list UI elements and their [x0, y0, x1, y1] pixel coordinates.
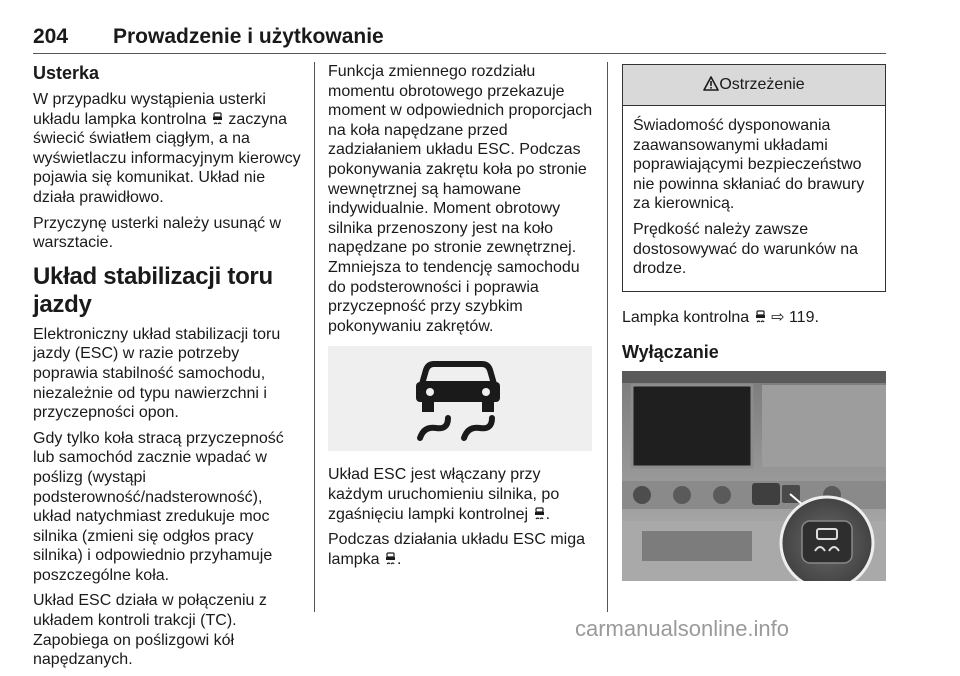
esc-illustration — [328, 346, 592, 451]
paragraph-torque: Funkcja zmiennego rozdziału momentu obrotowego przekazuje moment w odpowiednich proporcjach na koła napędzane przed zadziałaniem układu ESC. Podczas pokonywania zakrętu koła po stronie wewnętrznej są hamowane indywidualnie. Moment obrotowy silnika przenoszony jest na koło napędzane po stronie zewnętrznej. Zmniejsza to tendencję samochodu do podsterowności i poprawia przyczepność przy szybkim pokonywaniu zakrętów. — [328, 63, 593, 335]
watermark: carmanualsonline.info — [575, 616, 790, 641]
paragraph-esc-on — [328, 465, 596, 524]
esc-indicator-icon — [385, 552, 396, 566]
paragraph-fault-text-b: zaczyna świecić światłem ciągłym, a na wyświetlaczu informacyjnym kierowcy pojawia się komunikat. Układ nie działa prawidłowo. — [33, 110, 301, 206]
paragraph-esc-on-end: . — [545, 505, 551, 523]
paragraph-fault-text-a: W przypadku wystąpienia usterki układu lampka kontrolna — [33, 91, 266, 128]
paragraph-esc-action: Gdy tylko koła stracą przyczepność lub samochód zacznie wpadać w poślizg (wystąpi podsterowność/nadsterowność), układ natychmiast zredukuje moc silnika (zmieni się odgłos pracy silnika) i odpowiednio przyhamuje poszczególne koła. — [33, 429, 284, 584]
paragraph-esc-blink-text: Podczas działania układu ESC miga lampka — [328, 531, 586, 568]
paragraph-workshop: Przyczynę usterki należy usunąć w warsztacie. — [33, 214, 282, 252]
esc-indicator-icon — [534, 507, 545, 521]
header-divider — [33, 53, 886, 54]
paragraph-fault — [33, 90, 303, 208]
warning-title: Ostrzeżenie — [719, 76, 805, 93]
page-header — [33, 25, 886, 51]
paragraph-esc-intro: Elektroniczny układ stabilizacji toru jazdy (ESC) w razie potrzeby poprawia stabilność samochodu, niezależnie od typu nawierzchni i przyczepności opon. — [33, 325, 281, 422]
indicator-reference — [622, 308, 886, 328]
dashboard-photo — [622, 371, 886, 581]
paragraph-esc-blink-end: . — [397, 550, 402, 568]
heading-wylaczanie: Wyłączanie — [622, 342, 719, 363]
column-divider-1 — [314, 62, 315, 612]
indicator-label: Lampka kontrolna — [622, 308, 750, 326]
heading-usterka: Usterka — [33, 63, 100, 83]
section-title-esc: Układ stabilizacji toru jazdy — [33, 262, 273, 318]
paragraph-esc-blink — [328, 530, 596, 569]
chapter-title: Prowadzenie i użytkowanie — [113, 25, 384, 48]
column-divider-2 — [607, 62, 608, 612]
warning-text-1: Świadomość dysponowania zaawansowanymi układami poprawiającymi bezpieczeństwo nie powinna skłaniać do brawury za kierownicą. — [633, 117, 865, 213]
column-right — [622, 64, 886, 581]
column-middle — [328, 62, 596, 575]
warning-triangle-icon — [703, 76, 719, 91]
warning-box — [622, 64, 886, 292]
warning-header — [623, 65, 885, 106]
esc-indicator-icon — [755, 310, 766, 324]
indicator-page-ref[interactable]: 119. — [788, 308, 819, 326]
reference-arrow-icon: ⇨ — [771, 308, 785, 326]
esc-button-photo — [622, 371, 886, 581]
esc-indicator-icon — [212, 112, 223, 126]
esc-skid-icon — [408, 354, 508, 444]
page-number: 204 — [33, 25, 69, 48]
warning-text-2: Prędkość należy zawsze dostosowywać do warunków na drodze. — [633, 220, 859, 278]
paragraph-esc-tc: Układ ESC działa w połączeniu z układem kontroli trakcji (TC). Zapobiega on poślizgowi kół napędzanych. — [33, 592, 267, 669]
warning-body — [623, 106, 885, 291]
paragraph-esc-on-text: Układ ESC jest włączany przy każdym uruchomieniu silnika, po zgaśnięciu lampki kontrolnej — [328, 466, 560, 523]
column-left — [33, 62, 303, 676]
